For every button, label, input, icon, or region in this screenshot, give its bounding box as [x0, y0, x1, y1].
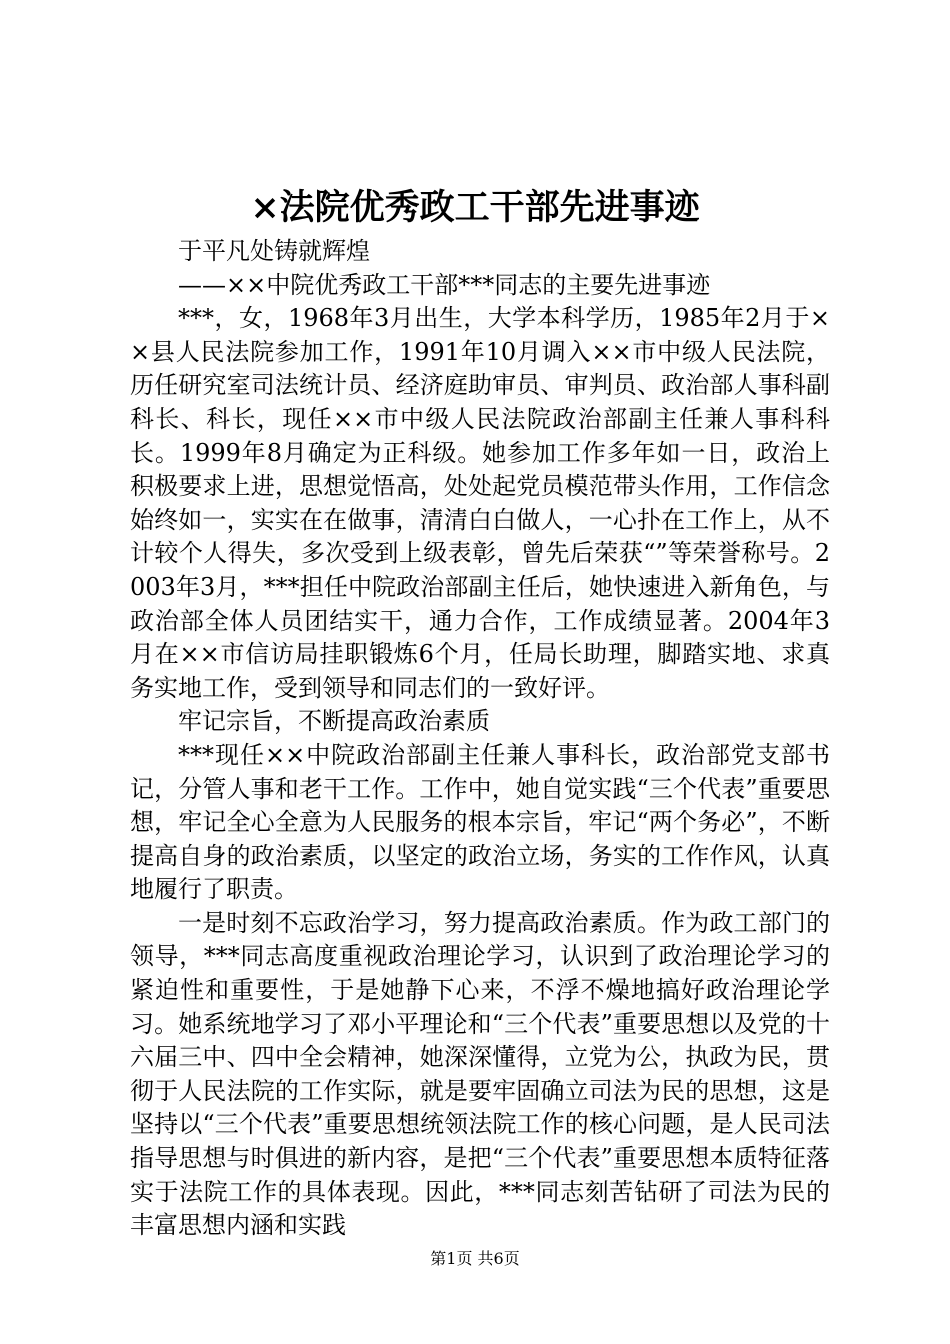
paragraph-study: 一是时刻不忘政治学习，努力提高政治素质。作为政工部门的领导，***同志高度重视政治理论学习，认识到了政治理论学习的紧迫性和重要性，于是她静下心来，不浮不燥地搞好政治理论学习。她系统地学习了邓小平理论和“三个代表”重要思想以及党的十六届三中、四中全会精神，她深深懂得，立党为公，执政为民，贯彻于人民法院的工作实际，就是要牢固确立司法为民的思想，这是坚持以“三个代表”重要思想统领法院工作的核心问题，是人民司法指导思想与时俱进的新内容，是把“三个代表”重要思想本质特征落实于法院工作的具体表现。因此，***同志刻苦钻研了司法为民的丰富思想内涵和实践 — [130, 908, 830, 1240]
paragraph-biography: ***，女，1968年3月出生，大学本科学历，1985年2月于××县人民法院参加工作，1991年10月调入××市中级人民法院，历任研究室司法统计员、经济庭助审员、审判员、政治部人事科副科长、科长，现任××市中级人民法院政治部副主任兼人事科科长。1999年8月确定为正科级。她参加工作多年如一日，政治上积极要求上进，思想觉悟高，处处起党员模范带头作用，工作信念始终如一，实实在在做事，清清白白做人，一心扑在工作上，从不计较个人得失，多次受到上级表彰，曾先后荣获“”等荣誉称号。2003年3月，***担任中院政治部副主任后，她快速进入新角色，与政治部全体人员团结实干，通力合作，工作成绩显著。2004年3月在××市信访局挂职锻炼6个月，任局长助理，脚踏实地、求真务实地工作，受到领导和同志们的一致好评。 — [130, 304, 830, 702]
paragraph-duties: ***现任××中院政治部副主任兼人事科长，政治部党支部书记，分管人事和老干工作。工作中，她自觉实践“三个代表”重要思想，牢记全心全意为人民服务的根本宗旨，牢记“两个务必”，不断提高自身的政治素质，以坚定的政治立场，务实的工作作风，认真地履行了职责。 — [130, 740, 830, 904]
page-footer: 第1页 共6页 — [430, 1249, 520, 1268]
section-heading: 牢记宗旨，不断提高政治素质 — [178, 707, 490, 736]
document-body — [130, 235, 830, 1243]
subtitle-byline: ——××中院优秀政工干部***同志的主要先进事迹 — [178, 270, 711, 299]
subtitle-heading: 于平凡处铸就辉煌 — [178, 237, 370, 265]
document-title: ×法院优秀政工干部先进事迹 — [250, 187, 700, 228]
